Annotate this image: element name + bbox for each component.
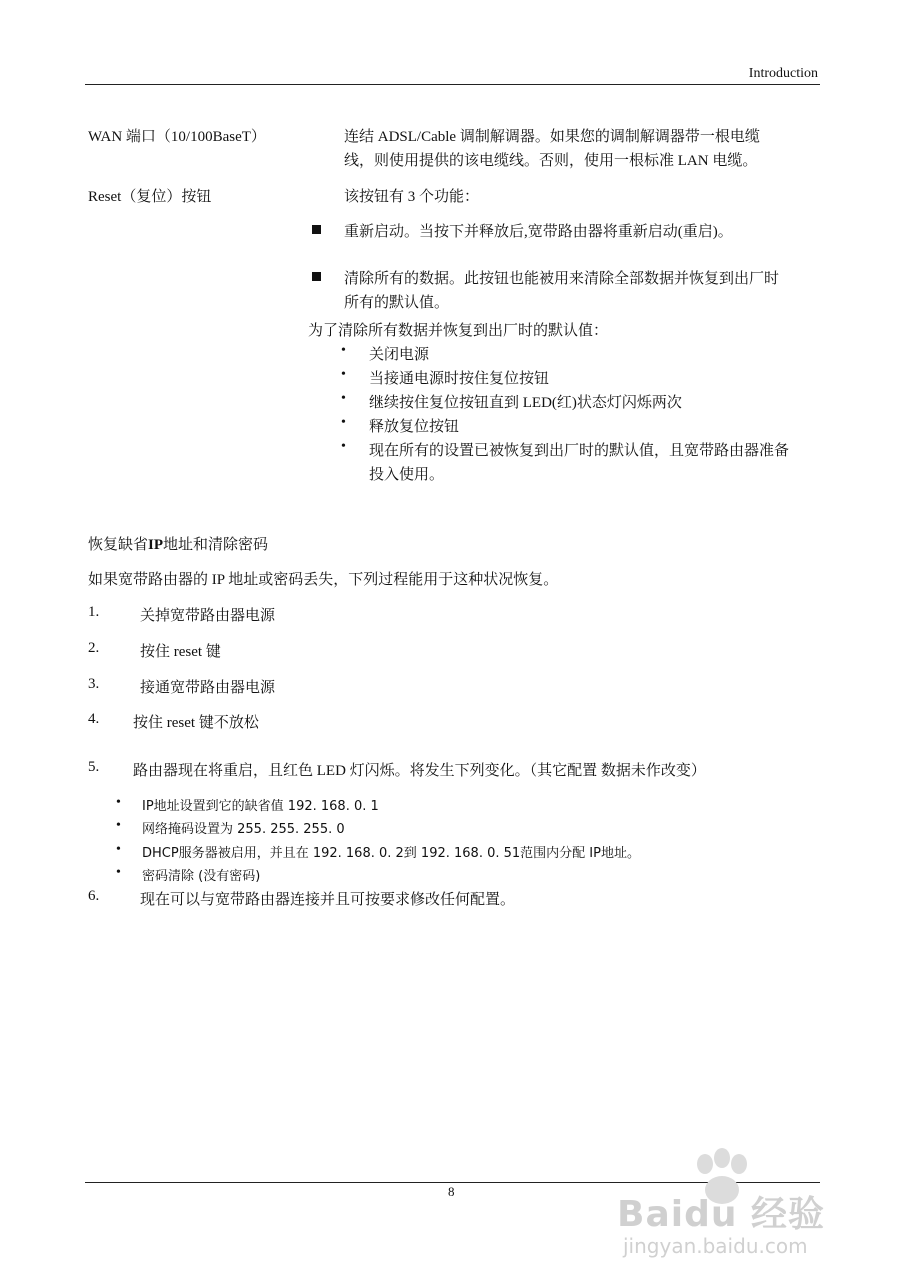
wan-desc-line2: 线，则使用提供的该电缆线。否则，使用一根标准 LAN 电缆。 (344, 153, 758, 169)
bullet-dot-icon: • (116, 795, 121, 810)
reset-bullet-2-line2: 所有的默认值。 (344, 295, 450, 311)
bullet-dot-icon: • (341, 343, 346, 358)
watermark-url: jingyan.baidu.com (623, 1234, 808, 1258)
item-text-5: 路由器现在将重启，且红色 LED 灯闪烁。将发生下列变化。（其它配置 数据未作改变） (133, 763, 706, 779)
bullet-dot-icon: • (341, 391, 346, 406)
section-heading-post: 地址和清除密码 (163, 537, 269, 553)
item-num-2: 2. (88, 640, 100, 656)
section-heading-bold: IP (148, 537, 164, 553)
reset-bullet-2-line1: 清除所有的数据。此按钮也能被用来清除全部数据并恢复到出厂时 (344, 271, 780, 287)
restore-step-5: 现在所有的设置已被恢复到出厂时的默认值，且宽带路由器准备 (369, 443, 790, 459)
restore-step-1: 关闭电源 (369, 347, 430, 363)
bullet-dot-icon: • (116, 865, 121, 880)
restore-step-4: 释放复位按钮 (369, 419, 460, 435)
restore-intro: 为了清除所有数据并恢复到出厂时的默认值： (308, 323, 609, 339)
change-4: 密码清除 (没有密码) (142, 869, 261, 884)
header-title: Introduction (748, 66, 818, 81)
item-text-3: 接通宽带路由器电源 (140, 680, 276, 696)
bullet-dot-icon: • (341, 415, 346, 430)
square-bullet-icon (312, 272, 321, 281)
item-text-2: 按住 reset 键 (140, 644, 221, 660)
watermark-brand: Baidu 经验 (617, 1194, 826, 1235)
change-3: DHCP服务器被启用，并且在 192. 168. 0. 2到 192. 168. 0. 51范围内分配 IP地址。 (142, 846, 640, 861)
wan-label: WAN 端口（10/100BaseT） (88, 129, 266, 145)
restore-step-5-line2: 投入使用。 (369, 467, 445, 483)
item-text-4: 按住 reset 键不放松 (133, 715, 259, 731)
item-num-6: 6. (88, 888, 100, 904)
change-2: 网络掩码设置为 255. 255. 255. 0 (142, 822, 345, 837)
bullet-dot-icon: • (341, 439, 346, 454)
bullet-dot-icon: • (341, 367, 346, 382)
page-number: 8 (448, 1184, 455, 1199)
reset-bullet-1: 重新启动。当按下并释放后,宽带路由器将重新启动(重启)。 (344, 224, 733, 240)
item-num-4: 4. (88, 711, 100, 727)
restore-step-2: 当接通电源时按住复位按钮 (369, 371, 550, 387)
item-num-5: 5. (88, 759, 100, 775)
change-1: IP地址设置到它的缺省值 192. 168. 0. 1 (142, 799, 379, 814)
square-bullet-icon (312, 225, 321, 234)
reset-desc: 该按钮有 3 个功能： (344, 189, 480, 205)
bullet-dot-icon: • (116, 818, 121, 833)
item-text-6: 现在可以与宽带路由器连接并且可按要求修改任何配置。 (140, 892, 516, 908)
baidu-watermark (617, 1148, 842, 1266)
item-text-1: 关掉宽带路由器电源 (140, 608, 276, 624)
item-num-1: 1. (88, 604, 100, 620)
section-intro: 如果宽带路由器的 IP 地址或密码丢失，下列过程能用于这种状况恢复。 (88, 572, 559, 588)
wan-desc-line1: 连结 ADSL/Cable 调制解调器。如果您的调制解调器带一根电缆 (344, 129, 760, 145)
bullet-dot-icon: • (116, 842, 121, 857)
header-rule (85, 84, 820, 85)
item-num-3: 3. (88, 676, 100, 692)
section-heading (88, 533, 268, 554)
reset-label: Reset（复位）按钮 (88, 189, 212, 205)
restore-step-3: 继续按住复位按钮直到 LED(红)状态灯闪烁两次 (369, 395, 682, 411)
section-heading-pre: 恢复缺省 (88, 537, 149, 553)
